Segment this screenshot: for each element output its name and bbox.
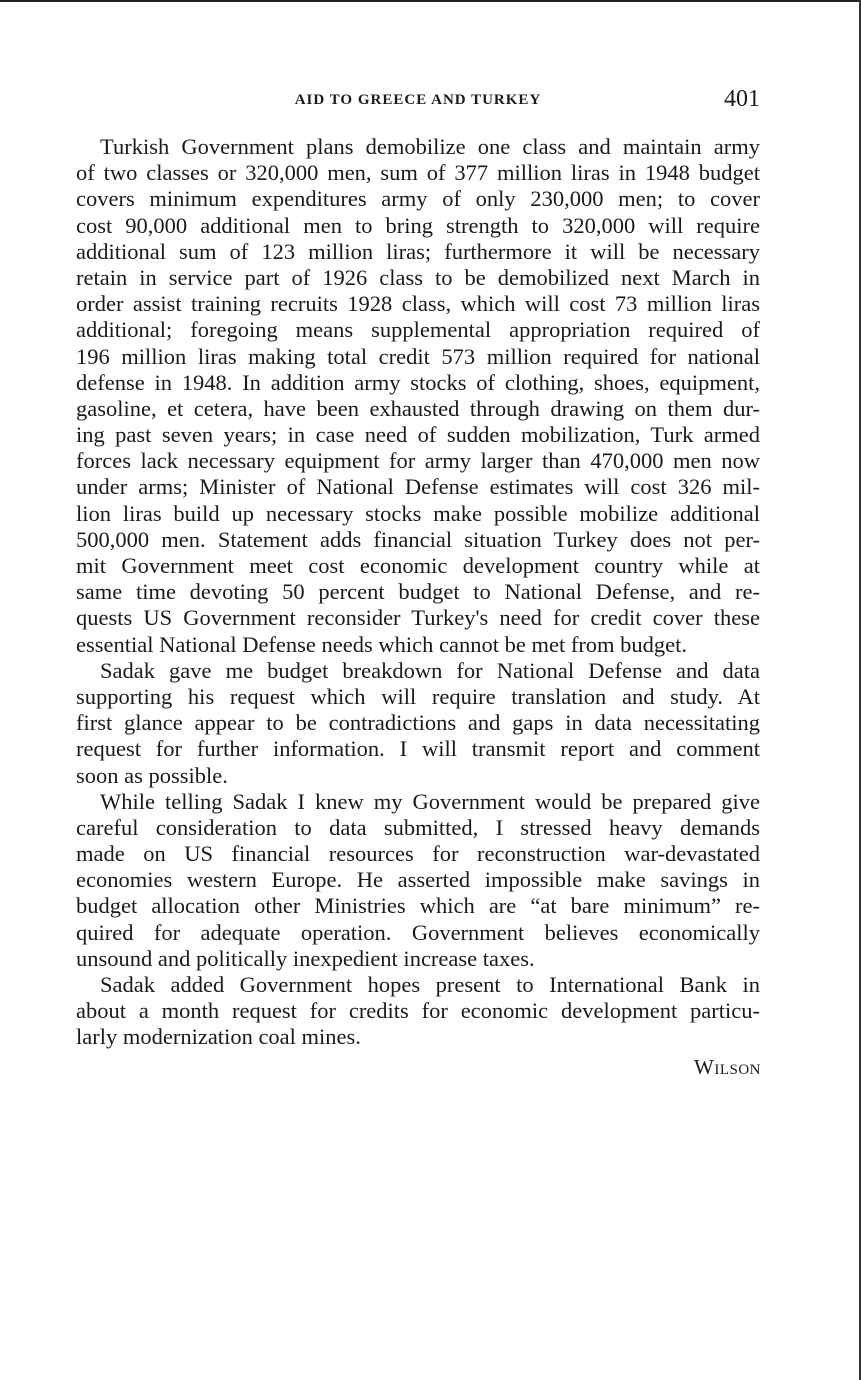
text-line: additional sum of 123 million liras; furthermore it will be necessary — [76, 238, 760, 264]
text-line: unsound and politically inexpedient increase taxes. — [76, 945, 535, 971]
text-line: careful consideration to data submitted, I stressed heavy demands — [76, 814, 760, 840]
text-line: defense in 1948. In addition army stocks of clothing, shoes, equipment, — [76, 369, 760, 395]
document-body — [76, 134, 760, 1051]
text-line: 500,000 men. Statement adds financial situation Turkey does not per- — [76, 526, 760, 552]
text-line: essential National Defense needs which cannot be met from budget. — [76, 631, 688, 657]
text-line: Turkish Government plans demobilize one class and maintain army — [100, 134, 760, 159]
text-line: Sadak added Government hopes present to International Bank in — [100, 972, 760, 997]
text-line: of two classes or 320,000 men, sum of 377 million liras in 1948 budget — [76, 160, 760, 186]
text-line: forces lack necessary equipment for army larger than 470,000 men now — [76, 448, 760, 474]
text-line: made on US financial resources for reconstruction war-devastated — [76, 841, 760, 867]
scan-border-top — [0, 0, 861, 2]
text-line: budget allocation other Ministries which are “at bare minimum” re- — [76, 893, 760, 919]
page-header — [76, 88, 760, 118]
text-line: quests US Government reconsider Turkey's need for credit cover these — [76, 605, 760, 631]
text-line: additional; foregoing means supplemental appropriation required of — [76, 317, 760, 343]
text-line: larly modernization coal mines. — [76, 1024, 361, 1050]
text-line: first glance appear to be contradictions and gaps in data necessitating — [76, 710, 760, 736]
text-line: Sadak gave me budget breakdown for National Defense and data — [100, 657, 760, 683]
text-line: retain in service part of 1926 class to be demobilized next March in — [76, 264, 760, 290]
page-number: 401 — [724, 86, 760, 112]
text-line: cost 90,000 additional men to bring strength to 320,000 will require — [76, 212, 760, 238]
text-line: soon as possible. — [76, 762, 228, 788]
text-line: lion liras build up necessary stocks make possible mobilize additional — [76, 500, 760, 526]
text-line: covers minimum expenditures army of only 230,000 men; to cover — [76, 186, 760, 212]
text-line: under arms; Minister of National Defense estimates will cost 326 mil- — [76, 474, 760, 500]
paragraph — [76, 134, 760, 658]
running-title: AID TO GREECE AND TURKEY — [294, 92, 542, 108]
paragraph — [76, 972, 760, 1051]
text-line: order assist training recruits 1928 class, which will cost 73 million liras — [76, 291, 760, 317]
text-line: quired for adequate operation. Government believes economically — [76, 919, 760, 945]
text-line: economies western Europe. He asserted impossible make savings in — [76, 867, 760, 893]
text-line: ing past seven years; in case need of sudden mobilization, Turk armed — [76, 422, 760, 448]
text-line: supporting his request which will require translation and study. At — [76, 683, 760, 709]
text-line: While telling Sadak I knew my Government would be prepared give — [100, 788, 760, 814]
paragraph — [76, 658, 760, 789]
text-line: about a month request for credits for economic development particu- — [76, 998, 760, 1024]
text-line: mit Government meet cost economic development country while at — [76, 553, 760, 578]
text-line: request for further information. I will transmit report and comment — [76, 736, 760, 762]
text-line: same time devoting 50 percent budget to National Defense, and re- — [76, 579, 760, 605]
signature: Wilson — [694, 1055, 761, 1079]
paragraph — [76, 789, 760, 972]
text-line: gasoline, et cetera, have been exhausted through drawing on them dur- — [76, 395, 760, 421]
text-line: 196 million liras making total credit 573 million required for national — [76, 343, 760, 369]
